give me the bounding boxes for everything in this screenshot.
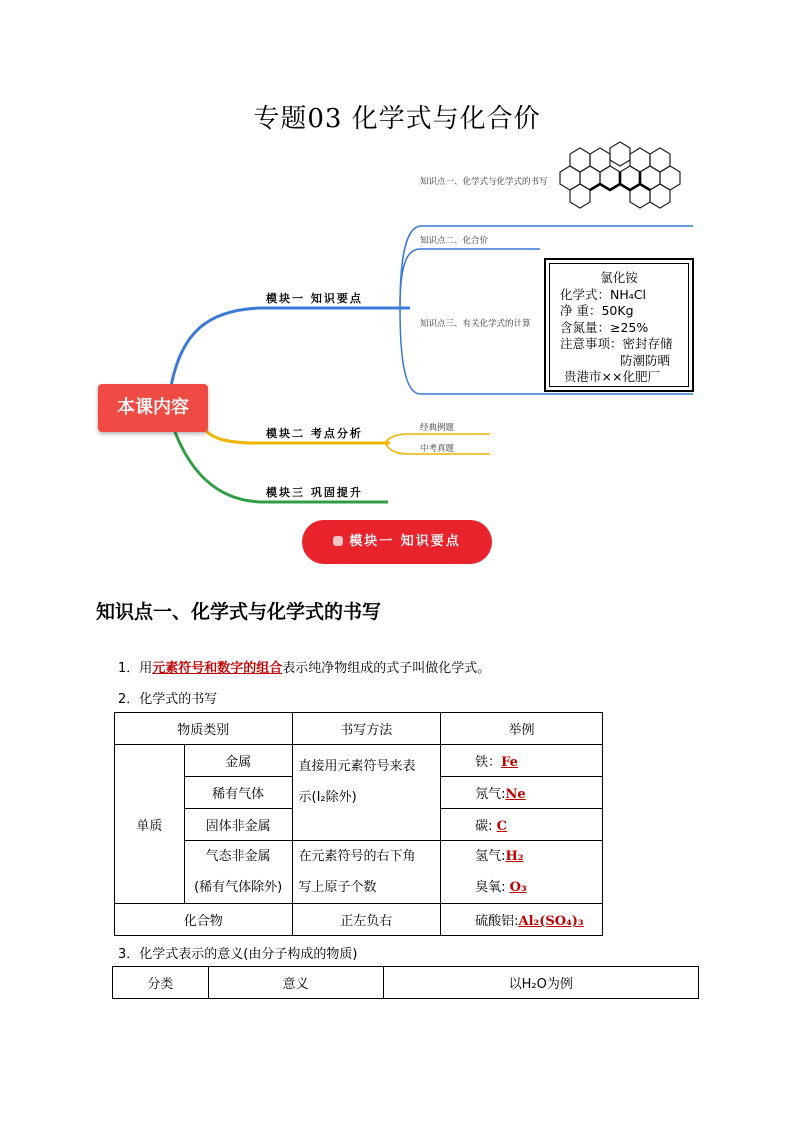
item1-text	[118, 657, 490, 676]
ex-c-label: 碳:	[475, 819, 497, 834]
leaf-point3: 知识点三、有关化学式的计算	[420, 319, 531, 329]
label-nitrogen: 含氮量：≥25%	[560, 319, 649, 335]
ex-h2-answer: H₂	[505, 849, 524, 864]
label-note1: 注意事项：密封存储	[560, 336, 673, 351]
branch-module1: 模块一 知识要点	[266, 292, 363, 305]
item1-suffix: 表示纯净物组成的式子叫做化学式。	[282, 661, 491, 676]
leaf-examples: 经典例题	[420, 423, 455, 433]
header-class: 分类	[113, 967, 209, 999]
branch-module3: 模块三 巩固提升	[266, 486, 363, 499]
label-note2: 防潮防晒	[620, 352, 671, 368]
leaf-point1: 知识点一、化学式与化学式的书写	[420, 177, 548, 187]
cell-ex-c	[441, 809, 603, 841]
ex-o3-answer: O₃	[509, 880, 527, 895]
item3-text: 3．化学式表示的意义(由分子构成的物质)	[118, 947, 358, 962]
cell-metal: 金属	[184, 745, 292, 777]
ex-fe-answer: Fe	[501, 755, 518, 770]
header-meaning: 意义	[208, 967, 383, 999]
ex-h2-label: 氢气:	[475, 849, 506, 864]
header-h2o-example: 以H₂O为例	[383, 967, 698, 999]
cell-noble: 稀有气体	[184, 777, 292, 809]
header-method: 书写方法	[292, 713, 441, 745]
label-formula: 化学式：NH₄Cl	[560, 286, 646, 302]
ex-al-label: 硫酸铝:	[475, 914, 519, 929]
ex-c-answer: C	[496, 819, 507, 834]
method1-line1: 直接用元素符号来表	[298, 759, 416, 774]
gas-nonmetal-line2: (稀有气体除外)	[194, 880, 283, 895]
cell-gas-nonmetal	[184, 841, 292, 904]
formula-writing-table	[114, 712, 603, 936]
label-name: 氯化铵	[600, 270, 638, 285]
pill-label: 模块一 知识要点	[349, 534, 461, 549]
formula-meaning-table	[112, 966, 699, 999]
ex-o3-label: 臭氧:	[475, 880, 510, 895]
module-pill	[302, 520, 492, 564]
cell-ex-al	[441, 904, 603, 936]
branch-module2: 模块二 考点分析	[266, 427, 363, 440]
page-title: 专题03 化学式与化合价	[253, 104, 541, 134]
ex-ne-answer: Ne	[505, 787, 526, 802]
pill-dot-icon	[333, 536, 343, 546]
cell-method3: 正左负右	[292, 904, 441, 936]
cell-method1	[292, 745, 441, 841]
gas-nonmetal-line1: 气态非金属	[205, 849, 271, 864]
cell-compound: 化合物	[115, 904, 293, 936]
cell-ex-gas	[441, 841, 603, 904]
item1-prefix: 1．用	[118, 661, 153, 676]
ex-al-answer: Al₂(SO₄)₃	[518, 914, 584, 929]
label-maker: 贵港市××化肥厂	[564, 369, 660, 384]
cell-solid-nonmetal: 固体非金属	[184, 809, 292, 841]
leaf-exam-questions: 中考真题	[420, 444, 455, 454]
method2-line1: 在元素符号的右下角	[298, 849, 416, 864]
header-category: 物质类别	[115, 713, 293, 745]
cell-simple: 单质	[115, 745, 185, 904]
mindmap-root: 本课内容	[98, 384, 208, 432]
item1-highlight: 元素符号和数字的组合	[152, 661, 283, 676]
item2-text: 2．化学式的书写	[118, 692, 218, 707]
ex-fe-label: 铁：	[475, 755, 502, 770]
method2-line2: 写上原子个数	[298, 880, 377, 895]
cell-ex-fe	[441, 745, 603, 777]
header-example: 举例	[441, 713, 603, 745]
ex-ne-label: 氖气:	[475, 787, 506, 802]
cell-method2	[292, 841, 441, 904]
label-weight: 净 重：50Kg	[560, 303, 634, 318]
method1-line2: 示(I₂除外)	[298, 790, 357, 805]
cell-ex-ne	[441, 777, 603, 809]
fertilizer-label	[544, 258, 694, 392]
leaf-point2: 知识点二、化合价	[420, 236, 489, 246]
section-heading: 知识点一、化学式与化学式的书写	[96, 601, 382, 623]
